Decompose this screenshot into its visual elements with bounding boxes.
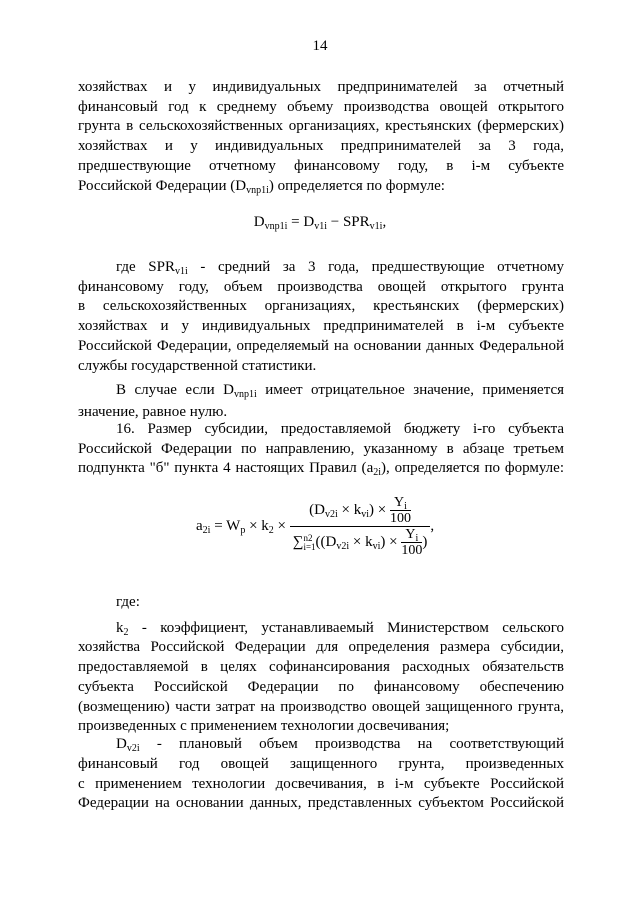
text-line: (возмещению) части затрат на производство овощей защищенного грунта, — [78, 698, 564, 715]
text-line: финансовый год к среднему объему производства овощей открытого — [78, 98, 564, 115]
text-line: где $SPR_{v1i}$ - средний за 3 года, предшествующие отчетному — [116, 259, 564, 277]
symbol: D — [235, 177, 247, 194]
text-line: предоставляемой в целях софинансирования расходных обязательств — [78, 659, 564, 676]
text-line: 16. Размер субсидии, предоставляемой бюджету i-го субъекта — [116, 421, 564, 437]
formula-1: $D_{vnp1i} = D_{v1i} - SPR_{v1i}$, — [253, 214, 387, 232]
text-line: хозяйства Российской Федерации для определения размера субсидии, — [78, 639, 564, 656]
text-line: $k_2$ - коэффициент, устанавливаемый Министерством сельского — [116, 619, 565, 638]
y-over-100: $Y_i$ 100 — [389, 495, 411, 526]
text-line: В случае если $D_{vnp1i}$ имеет отрицательное значение, применяется — [116, 382, 565, 400]
text-line: финансовый год овощей защищенного грунта, произведенных — [78, 756, 564, 772]
text-line: хозяйствах и у индивидуальных предпринимателей в i-м субъекте — [78, 318, 564, 335]
text-line: с применением технологии досвечивания, в i-м субъекте Российской — [78, 775, 564, 792]
paragraph-6 — [78, 733, 564, 814]
text-line: Федерации на основании данных, представленных субъектом Российской — [78, 795, 564, 812]
text-line: Российской Федерации $(D_{vnp1i})$ определяется по формуле: — [78, 177, 445, 196]
text-line: хозяйствах и у индивидуальных предпринимателей за 3 года, — [78, 138, 564, 155]
formula-2: $a_{2i} = W_p \times k_2$ × $(D_{v2i} \times k_{vi}) \times Y_i$ 100 ∑ n2 i=1 ($(D_{v2i} \times k_{vi}) \times Y_i$ 100) , — [196, 495, 435, 558]
text-line: $D_{v2i}$ - плановый объем производства на соответствующий — [116, 736, 564, 754]
text-line: подпункта "б" пункта 4 настоящих Правил $(a_{2i})$, определяется по формуле: — [78, 460, 564, 479]
y-over-100: $Y_i$ 100 — [401, 527, 423, 558]
text-line: Российской Федерации по направлению, указанному в абзаце третьем — [78, 440, 564, 457]
text-line: грунта в сельскохозяйственных организациях, крестьянских (фермерских) — [78, 118, 564, 135]
main-fraction — [290, 495, 431, 558]
text-line: значение, равное нулю. — [78, 404, 228, 420]
text-line: предшествующие отчетному финансовому году, в i-м субъекте — [78, 157, 564, 174]
paragraph-3 — [78, 377, 564, 423]
denominator: ∑ n2 i=1 ($(D_{v2i} \times k_{vi}) \times Y_i$ 100) — [292, 527, 428, 558]
text-line: в сельскохозяйственных организациях, крестьянских (фермерских) — [78, 298, 564, 315]
page-number: 14 — [312, 38, 328, 54]
paragraph-1 — [78, 78, 564, 196]
text-line: Российской Федерации, определяемый на основании данных Федеральной — [78, 337, 564, 354]
paragraph-4 — [78, 420, 564, 479]
text-line: финансовому году, объем производства овощей открытого грунта — [78, 278, 564, 295]
text-line: где: — [116, 594, 140, 610]
numerator: $(D_{v2i} \times k_{vi}) \times Y_i$ 100 — [309, 495, 411, 526]
text-line: службы государственной статистики. — [78, 357, 317, 374]
paragraph-5 — [78, 593, 564, 737]
text-line: субъекта Российской Федерации по финансовому обеспечению — [78, 678, 564, 695]
text-line: хозяйствах и у индивидуальных предпринимателей за отчетный — [78, 79, 564, 95]
text-line: произведенных с применением технологии досвечивания; — [78, 718, 450, 735]
paragraph-2 — [78, 258, 564, 376]
